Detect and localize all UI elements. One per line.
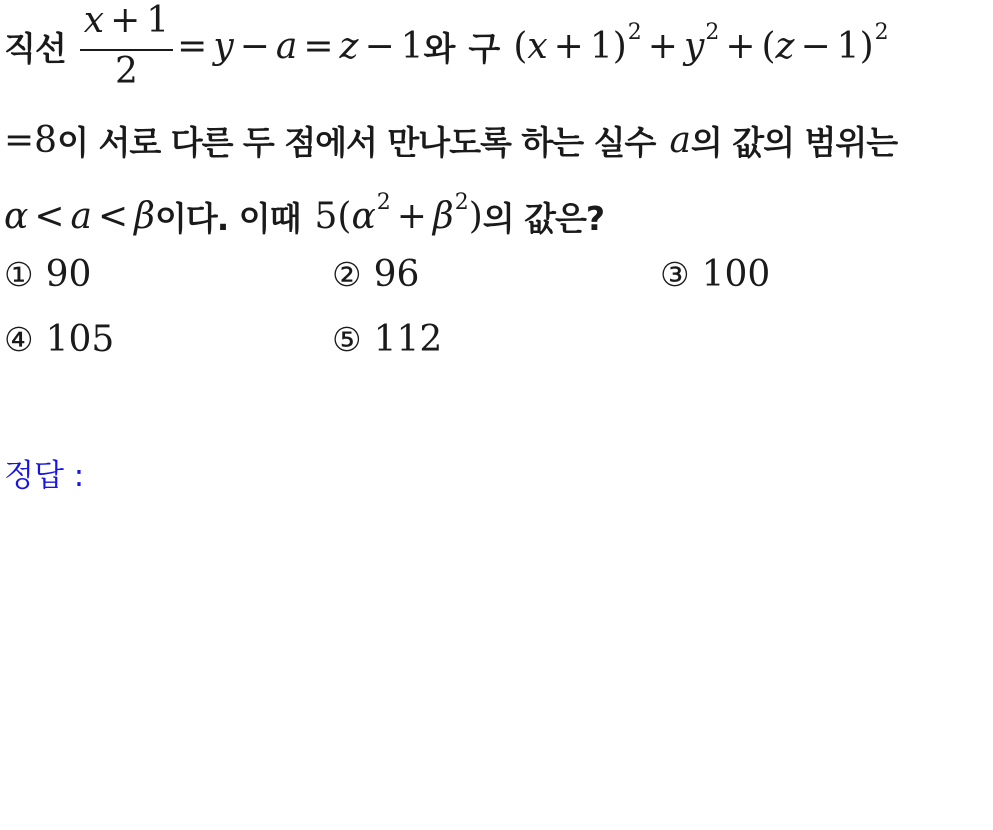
math-var: x [83, 0, 105, 41]
math-paren: ) [612, 25, 627, 67]
math-num: 1 [146, 0, 170, 41]
math-num: 5 [314, 195, 338, 237]
math-var: z [775, 25, 795, 67]
math-op: + [725, 25, 756, 67]
choice-value: 90 [45, 254, 92, 295]
fraction-numerator [80, 2, 173, 47]
question-phrase: 이 서로 다른 두 점에서 만나도록 하는 실수 [57, 122, 656, 162]
choice-marker: ① [4, 255, 34, 294]
math-op: < [97, 195, 129, 237]
math-op: = [4, 119, 35, 161]
question-phrase: 의 값은? [482, 198, 605, 238]
choice-5[interactable] [332, 319, 442, 360]
math-op: + [396, 195, 427, 237]
choice-value: 112 [373, 319, 443, 360]
math-var: x [527, 25, 548, 67]
math-var: α [351, 195, 376, 237]
math-var: a [669, 119, 691, 161]
math-exponent: 2 [874, 19, 889, 45]
math-exponent: 2 [705, 19, 720, 45]
choice-1[interactable] [4, 254, 91, 295]
math-var: α [4, 195, 29, 237]
math-var: y [683, 25, 705, 67]
choice-value: 100 [701, 254, 771, 295]
question-line-1 [4, 0, 889, 92]
math-var: β [134, 195, 155, 237]
math-op: + [110, 0, 141, 41]
choice-value: 96 [373, 254, 420, 295]
math-var: y [213, 25, 234, 67]
choice-4[interactable] [4, 319, 114, 360]
fraction [80, 2, 173, 91]
choice-marker: ④ [4, 320, 34, 359]
math-var: z [339, 25, 359, 67]
question-word: 직선 [4, 28, 66, 68]
answer-label: 정답 : [4, 458, 85, 494]
question-word: 구 [468, 28, 500, 68]
math-paren: ( [337, 195, 352, 237]
question-phrase: 이다. 이때 [154, 198, 301, 238]
math-num: 1 [400, 25, 424, 67]
math-num: 1 [589, 25, 613, 67]
math-op: + [647, 25, 678, 67]
math-op: = [303, 25, 334, 67]
math-exponent: 2 [454, 189, 469, 215]
math-exponent: 2 [627, 19, 642, 45]
math-var: a [275, 25, 298, 67]
math-paren: ( [761, 25, 776, 67]
math-paren: ( [513, 25, 528, 67]
math-var: a [70, 195, 92, 237]
choice-marker: ② [332, 255, 362, 294]
math-op: − [239, 25, 270, 67]
question-phrase: 의 값의 범위는 [690, 122, 898, 162]
math-paren: ) [468, 195, 483, 237]
choice-marker: ⑤ [332, 320, 362, 359]
math-var: β [432, 195, 454, 237]
math-num: 8 [34, 119, 58, 161]
math-num: 1 [836, 25, 860, 67]
question-line-2 [4, 112, 897, 168]
math-op: < [34, 195, 65, 237]
choice-value: 105 [45, 319, 115, 360]
choice-3[interactable] [660, 254, 770, 295]
choice-2[interactable] [332, 254, 419, 295]
choice-marker: ③ [660, 255, 690, 294]
math-exponent: 2 [376, 189, 391, 215]
math-op: + [553, 25, 584, 67]
math-op: − [364, 25, 395, 67]
fraction-denominator: 2 [115, 50, 138, 92]
math-op: = [177, 25, 208, 67]
math-paren: ) [859, 25, 874, 67]
math-op: − [800, 25, 831, 67]
question-word: 와 [423, 28, 455, 68]
question-line-3 [4, 188, 604, 244]
